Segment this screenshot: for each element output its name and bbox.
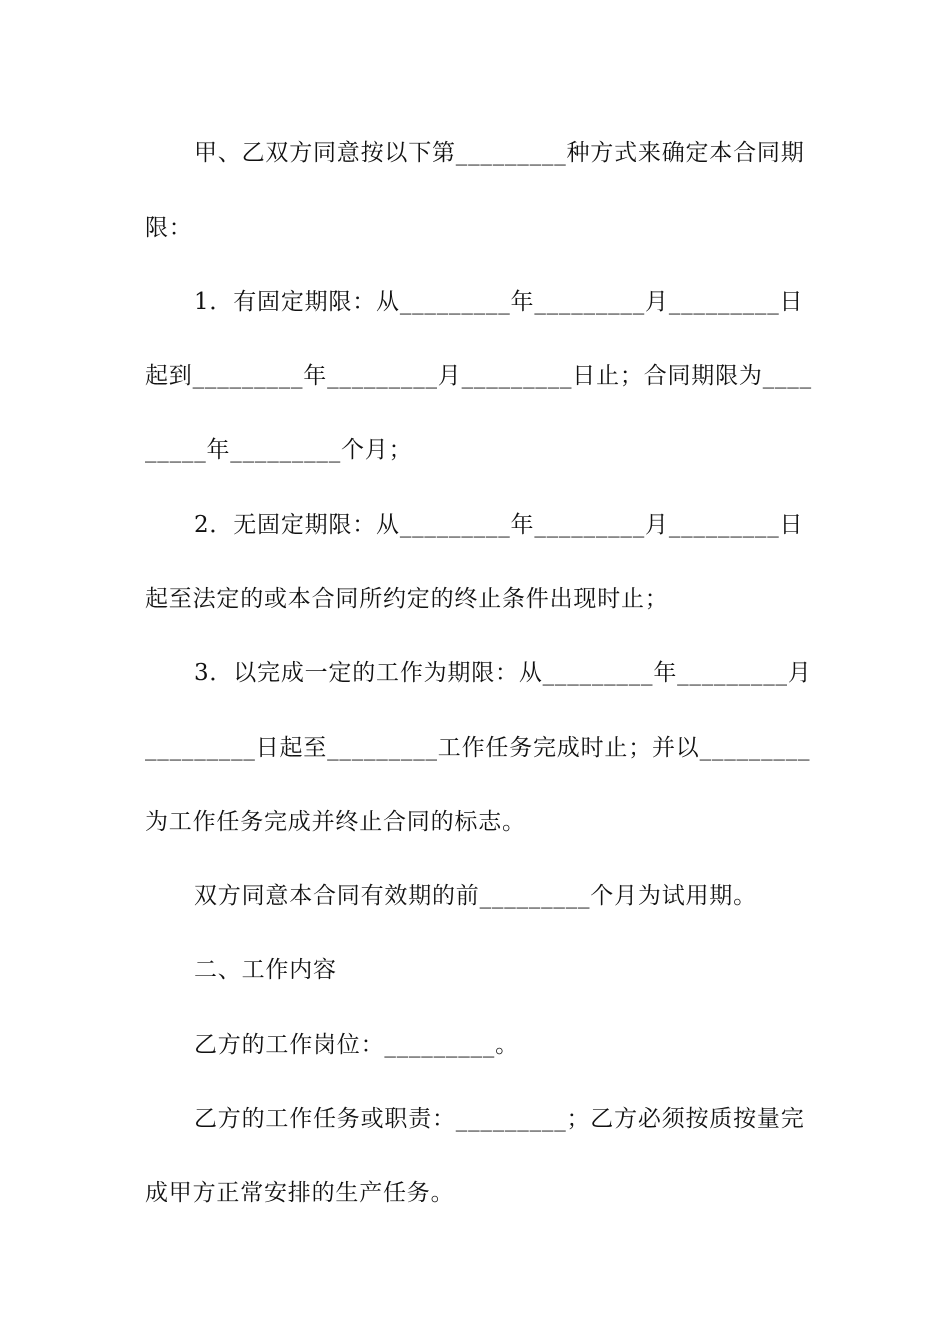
open-term-line-2: 起至法定的或本合同所约定的终止条件出现时止； xyxy=(145,586,669,612)
fixed-term-line-3: _____年_________个月； xyxy=(145,437,413,463)
job-position-line: 乙方的工作岗位：_________。 xyxy=(194,1032,519,1058)
open-term-line-1: 2．无固定期限：从_________年_________月_________日 xyxy=(194,512,804,538)
task-term-line-1: 3．以完成一定的工作为期限：从_________年_________月 xyxy=(194,660,812,686)
term-intro-line-2: 限： xyxy=(145,215,193,241)
section-heading-work-content: 二、工作内容 xyxy=(194,957,337,983)
probation-line: 双方同意本合同有效期的前_________个月为试用期。 xyxy=(194,883,757,909)
fixed-term-line-1: 1．有固定期限：从_________年_________月_________日 xyxy=(194,289,804,315)
task-term-line-2: _________日起至_________工作任务完成时止；并以_________ xyxy=(145,735,811,761)
task-term-line-3: 为工作任务完成并终止合同的标志。 xyxy=(145,809,526,835)
job-duty-line-2: 成甲方正常安排的生产任务。 xyxy=(145,1180,455,1206)
term-intro-line-1: 甲、乙双方同意按以下第_________种方式来确定本合同期 xyxy=(194,140,805,166)
job-duty-line-1: 乙方的工作任务或职责：_________；乙方必须按质按量完 xyxy=(194,1106,805,1132)
fixed-term-line-2: 起到_________年_________月_________日止；合同期限为____ xyxy=(145,363,812,389)
